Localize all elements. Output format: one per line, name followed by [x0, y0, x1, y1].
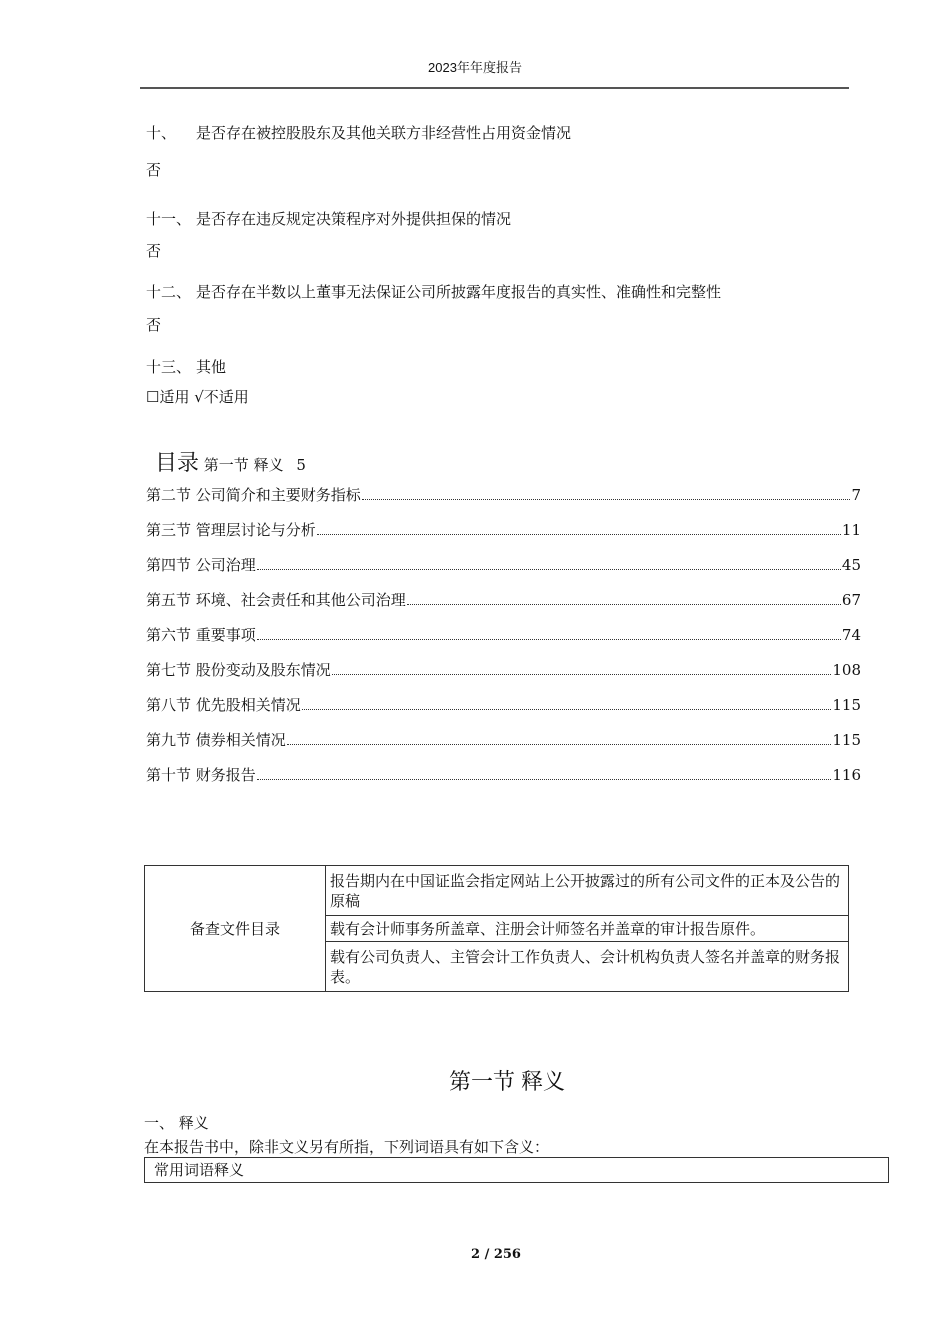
header-divider: [140, 87, 849, 89]
table-cell: 载有公司负责人、主管会计工作负责人、会计机构负责人签名并盖章的财务报表。: [326, 942, 849, 992]
section-10-title: 是否存在被控股股东及其他关联方非经营性占用资金情况: [196, 124, 572, 142]
toc-item[interactable]: 第十节 财务报告 116: [146, 766, 861, 784]
toc-item[interactable]: 第三节 管理层讨论与分析 11: [146, 521, 861, 539]
toc-heading: [155, 450, 306, 479]
toc-item[interactable]: 第八节 优先股相关情况 115: [146, 696, 861, 714]
section-13-title: 其他: [196, 358, 227, 376]
reference-documents-table: [144, 865, 849, 992]
page-number: 2 / 256: [471, 1247, 521, 1262]
toc-title: 目录: [155, 451, 200, 476]
toc-item[interactable]: 第七节 股份变动及股东情况 108: [146, 661, 861, 679]
section-11-number: 十一、: [146, 210, 192, 228]
toc-first-page: 5: [296, 456, 306, 474]
section-12-answer: 否: [146, 316, 162, 334]
table-cell: 载有会计师事务所盖章、注册会计师签名并盖章的审计报告原件。: [326, 916, 849, 942]
section-12-title: 是否存在半数以上董事无法保证公司所披露年度报告的真实性、准确性和完整性: [196, 283, 722, 301]
chapter-intro: 在本报告书中，除非文义另有所指，下列词语具有如下含义：: [144, 1138, 550, 1156]
table-cell: 报告期内在中国证监会指定网站上公开披露过的所有公司文件的正本及公告的原稿: [326, 866, 849, 916]
toc-first-item[interactable]: 第一节 释义: [203, 456, 284, 474]
glossary-table: [144, 1157, 889, 1183]
section-13-number: 十三、: [146, 358, 192, 376]
toc-item[interactable]: 第二节 公司简介和主要财务指标 7: [146, 486, 861, 504]
page-header: 2023年年度报告: [428, 60, 522, 75]
chapter-subheading: 一、 释义: [144, 1114, 209, 1132]
chapter-title: 第一节 释义: [448, 1069, 566, 1094]
section-10-answer: 否: [146, 161, 162, 179]
section-13-answer: ☐适用 √不适用: [146, 388, 249, 406]
section-11-title: 是否存在违反规定决策程序对外提供担保的情况: [196, 210, 512, 228]
toc-item[interactable]: 第九节 债券相关情况 115: [146, 731, 861, 749]
toc-item[interactable]: 第五节 环境、社会责任和其他公司治理 67: [146, 591, 861, 609]
section-12-number: 十二、: [146, 283, 192, 301]
section-10-number: 十、: [146, 124, 177, 142]
toc-item[interactable]: 第六节 重要事项 74: [146, 626, 861, 644]
glossary-header: 常用词语释义: [145, 1158, 889, 1183]
section-11-answer: 否: [146, 242, 162, 260]
table-label: 备查文件目录: [145, 866, 326, 992]
toc-item[interactable]: 第四节 公司治理 45: [146, 556, 861, 574]
